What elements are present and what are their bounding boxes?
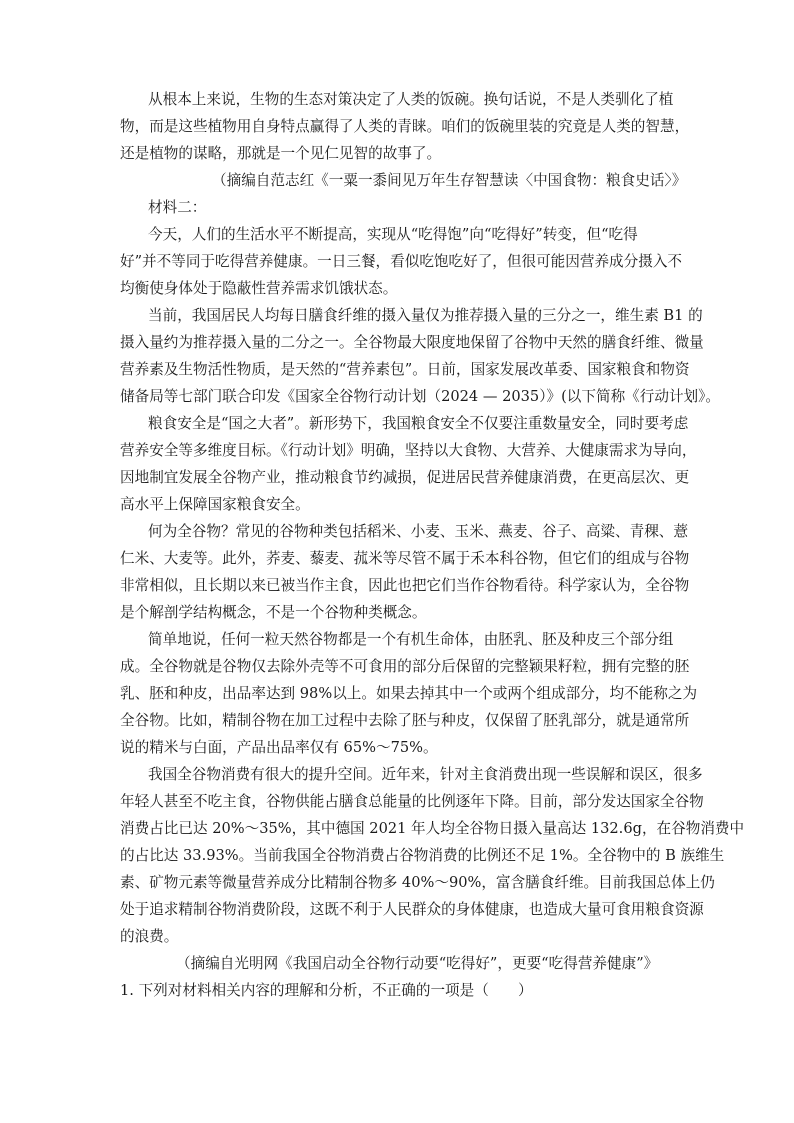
text-line: 说的精米与白面，产品出品率仅有 65%～75%。 <box>120 739 438 756</box>
text-line: 我国全谷物消费有很大的提升空间。近年来，针对主食消费出现一些误解和误区，很多 <box>148 766 703 783</box>
text-line: 今天，人们的生活水平不断提高，实现从“吃得饱”向“吃得好”转变，但“吃得 <box>148 226 638 243</box>
text-line: 的浪费。 <box>120 928 179 945</box>
text-line: 当前，我国居民人均每日膳食纤维的摄入量仅为推荐摄入量的三分之一，维生素 B1 的 <box>148 307 703 324</box>
text-line: 成。全谷物就是谷物仅去除外壳等不可食用的部分后保留的完整颖果籽粒，拥有完整的胚 <box>120 658 690 675</box>
question-stem: 1. 下列对材料相关内容的理解和分析，不正确的一项是（ ） <box>120 982 533 999</box>
text-line: 均衡使身体处于隐蔽性营养需求饥饿状态。 <box>120 280 398 297</box>
section-heading: 材料二： <box>148 199 207 216</box>
text-line: 摄入量约为推荐摄入量的二分之一。全谷物最大限度地保留了谷物中天然的膳食纤维、微量 <box>120 334 704 351</box>
source-citation: （摘编自范志红《一粟一黍间见万年生存智慧读〈中国食物：粮食史话〉》 <box>212 172 687 189</box>
text-line: 仁米、大麦等。此外，荞麦、藜麦、菰米等尽管不属于禾本科谷物，但它们的组成与谷物 <box>120 550 690 567</box>
text-line: 营养素及生物活性物质，是天然的“营养素包”。日前，国家发展改革委、国家粮食和物资 <box>120 361 690 378</box>
text-line: 高水平上保障国家粮食安全。 <box>120 496 310 513</box>
text-line: 年轻人甚至不吃主食，谷物供能占膳食总能量的比例逐年下降。目前，部分发达国家全谷物 <box>120 793 704 810</box>
text-line: 全谷物。比如，精制谷物在加工过程中去除了胚与种皮，仅保留了胚乳部分，就是通常所 <box>120 712 690 729</box>
source-citation: （摘编自光明网《我国启动全谷物行动要“吃得好”，更要“吃得营养健康”》 <box>176 955 659 972</box>
text-line: 粮食安全是“国之大者”。新形势下，我国粮食安全不仅要注重数量安全，同时要考虑 <box>148 415 689 432</box>
text-line: 储备局等七部门联合印发《国家全谷物行动计划（2024 — 2035）》(以下简称《行动计划》。 <box>120 388 721 405</box>
text-line: 营养安全等多维度目标。《行动计划》明确，坚持以大食物、大营养、大健康需求为导向， <box>120 442 697 459</box>
text-line: 物，而是这些植物用自身特点赢得了人类的青睐。咱们的饭碗里装的究竟是人类的智慧， <box>120 118 690 135</box>
text-line: 非常相似，且长期以来已被当作主食，因此也把它们当作谷物看待。科学家认为，全谷物 <box>120 577 690 594</box>
text-line: 是个解剖学结构概念，不是一个谷物种类概念。 <box>120 604 427 621</box>
text-line: 素、矿物元素等微量营养成分比精制谷物多 40%～90%，富含膳食纤维。目前我国总体上仍 <box>120 874 715 891</box>
text-line: 处于追求精制谷物消费阶段，这既不利于人民群众的身体健康，也造成大量可食用粮食资源 <box>120 901 704 918</box>
text-line: 乳、胚和种皮，出品率达到 98%以上。如果去掉其中一个或两个组成部分，均不能称之为 <box>120 685 698 702</box>
text-line: 从根本上来说，生物的生态对策决定了人类的饭碗。换句话说，不是人类驯化了植 <box>148 91 674 108</box>
text-line: 好”并不等同于吃得营养健康。一日三餐，看似吃饱吃好了，但很可能因营养成分摄入不 <box>120 253 683 270</box>
text-line: 何为全谷物？常见的谷物种类包括稻米、小麦、玉米、燕麦、谷子、高粱、青稞、薏 <box>148 523 688 540</box>
text-line: 消费占比已达 20%～35%，其中德国 2021 年人均全谷物日摄入量高达 132.6g，在谷物消费中 <box>120 820 745 837</box>
text-line: 因地制宜发展全谷物产业，推动粮食节约减损，促进居民营养健康消费，在更高层次、更 <box>120 469 690 486</box>
text-line: 还是植物的谋略，那就是一个见仁见智的故事了。 <box>120 145 442 162</box>
text-line: 的占比达 33.93%。当前我国全谷物消费占谷物消费的比例还不足 1%。全谷物中的 B 族维生 <box>120 847 725 864</box>
text-line: 简单地说，任何一粒天然谷物都是一个有机生命体，由胚乳、胚及种皮三个部分组 <box>148 631 674 648</box>
